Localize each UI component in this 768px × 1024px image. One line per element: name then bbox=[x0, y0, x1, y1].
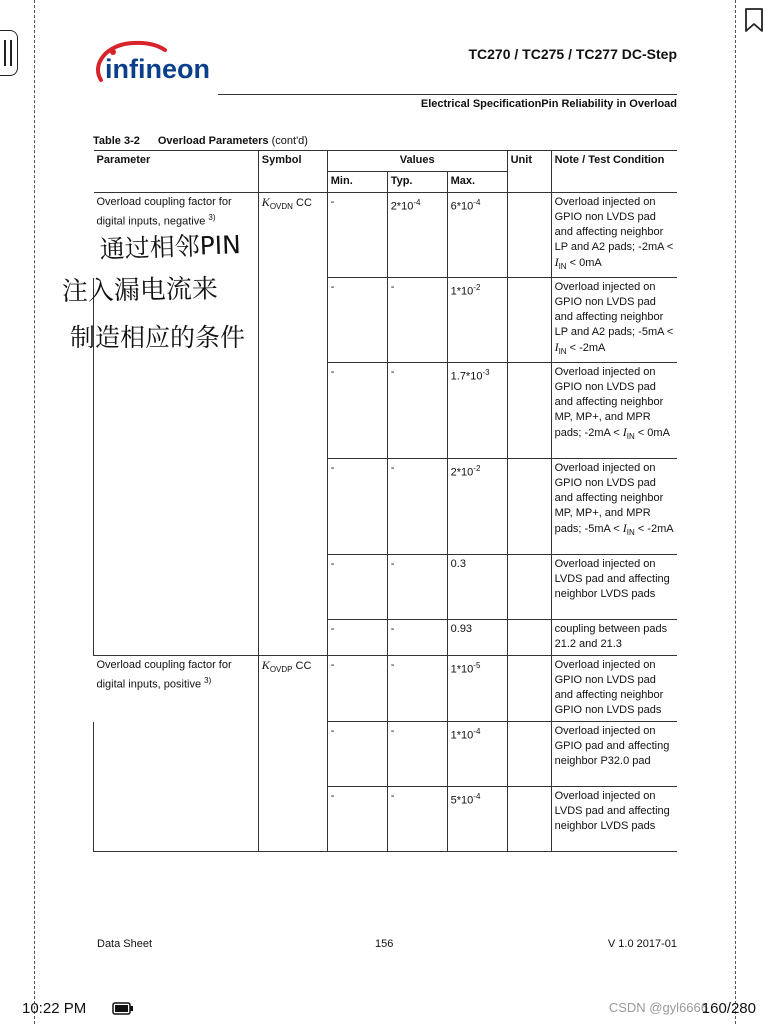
typ-cell: - bbox=[387, 722, 447, 787]
symbol-cell-continued bbox=[258, 363, 327, 459]
infineon-logo bbox=[93, 36, 223, 96]
note-cell: coupling between pads 21.2 and 21.3 bbox=[551, 620, 677, 656]
typ-cell: - bbox=[387, 620, 447, 656]
min-cell: - bbox=[327, 363, 387, 459]
col-header-max: Max. bbox=[447, 172, 507, 193]
note-cell: Overload injected on LVDS pad and affecting neighbor LVDS pads bbox=[551, 555, 677, 620]
param-text: Overload coupling factor for digital inputs, negative bbox=[96, 196, 232, 228]
table-row bbox=[94, 722, 678, 787]
symbol-cell-continued bbox=[258, 459, 327, 555]
max-cell: $1*10^{-4}$ bbox=[447, 722, 507, 787]
page-right-edge bbox=[735, 0, 736, 1024]
logo-text: infineon bbox=[105, 54, 210, 84]
symbol-cell-continued bbox=[258, 620, 327, 656]
symbol-suffix: CC bbox=[292, 197, 312, 209]
table-row bbox=[94, 787, 678, 852]
table-caption bbox=[93, 135, 308, 147]
handwriting-line-1: 通过相邻PIN bbox=[99, 230, 242, 264]
typ-cell: - bbox=[387, 363, 447, 459]
table-title-suffix: (cont'd) bbox=[271, 135, 308, 147]
unit-cell bbox=[507, 555, 551, 620]
handwriting-line-3: 制造相应的条件 bbox=[70, 323, 246, 352]
param-cell-continued bbox=[94, 459, 259, 555]
max-cell: $1.7*10^{-3}$ bbox=[447, 363, 507, 459]
unit-cell bbox=[507, 722, 551, 787]
table-row bbox=[94, 363, 678, 459]
min-cell: - bbox=[327, 193, 387, 278]
symbol-base: K bbox=[261, 658, 270, 673]
note-cell: Overload injected on LVDS pad and affecting neighbor LVDS pads bbox=[551, 787, 677, 852]
note-cell: Overload injected on GPIO pad and affecting neighbor P32.0 pad bbox=[551, 722, 677, 787]
footer-page-number: 156 bbox=[375, 938, 394, 950]
note-cell: Overload injected on GPIO non LVDS pad and affecting neighbor MP, MP+, and MPR pads; $-5mA < I_{IN} < -2mA$ bbox=[551, 459, 677, 555]
param-cell-continued bbox=[94, 620, 259, 656]
symbol-base: K bbox=[261, 195, 270, 209]
status-time: 10:22 PM bbox=[22, 1000, 87, 1017]
max-cell: $1*10^{-5}$ bbox=[447, 656, 507, 722]
note-cell: Overload injected on GPIO non LVDS pad and affecting neighbor GPIO non LVDS pads bbox=[551, 656, 677, 722]
min-cell: - bbox=[327, 459, 387, 555]
max-cell: $6*10^{-4}$ bbox=[447, 193, 507, 278]
min-cell: - bbox=[327, 555, 387, 620]
param-cell-continued bbox=[94, 787, 259, 852]
unit-cell bbox=[507, 363, 551, 459]
unit-cell bbox=[507, 620, 551, 656]
note-cell: Overload injected on GPIO non LVDS pad and affecting neighbor LP and A2 pads; $-5mA < I_{IN} < -2mA$ bbox=[551, 278, 677, 363]
document-title: TC270 / TC275 / TC277 DC-Step bbox=[468, 46, 677, 62]
max-cell: $2*10^{-2}$ bbox=[447, 459, 507, 555]
typ-cell: $2*10^{-4}$ bbox=[387, 193, 447, 278]
col-header-unit: Unit bbox=[507, 151, 551, 193]
typ-cell: - bbox=[387, 555, 447, 620]
table-header-row bbox=[94, 151, 678, 172]
symbol-cell-continued bbox=[258, 555, 327, 620]
col-header-values: Values bbox=[327, 151, 507, 172]
battery-icon bbox=[112, 1002, 134, 1015]
typ-cell: - bbox=[387, 787, 447, 852]
symbol-subscript: OVDP bbox=[269, 665, 293, 675]
max-cell: $5*10^{-4}$ bbox=[447, 787, 507, 852]
param-text: Overload coupling factor for digital inputs, positive bbox=[96, 659, 232, 692]
param-cell-continued bbox=[94, 363, 259, 459]
symbol-subscript: OVDN bbox=[269, 202, 293, 212]
col-header-parameter: Parameter bbox=[94, 151, 259, 193]
note-cell: Overload injected on GPIO non LVDS pad and affecting neighbor MP, MP+, and MPR pads; $-2mA < I_{IN} < 0mA$ bbox=[551, 363, 677, 459]
bookmark-icon[interactable] bbox=[743, 7, 765, 33]
table-row bbox=[94, 620, 678, 656]
table-title: Overload Parameters bbox=[157, 135, 269, 147]
symbol-cell-continued bbox=[258, 722, 327, 787]
header-divider bbox=[218, 94, 677, 95]
symbol-suffix: CC bbox=[292, 660, 312, 673]
max-cell: 0.93 bbox=[447, 620, 507, 656]
unit-cell bbox=[507, 459, 551, 555]
min-cell: - bbox=[327, 656, 387, 722]
table-row bbox=[94, 656, 678, 722]
param-cell-continued bbox=[94, 555, 259, 620]
page-left-edge bbox=[34, 0, 35, 1024]
footnote-ref: 3) bbox=[204, 676, 212, 686]
typ-cell: - bbox=[387, 459, 447, 555]
param-cell bbox=[94, 656, 259, 722]
unit-cell bbox=[507, 787, 551, 852]
min-cell: - bbox=[327, 278, 387, 363]
symbol-cell bbox=[258, 656, 327, 722]
handwritten-annotation bbox=[62, 228, 272, 358]
col-header-note: Note / Test Condition bbox=[551, 151, 677, 193]
table-number: Table 3-2 bbox=[93, 135, 140, 147]
footnote-ref: 3) bbox=[208, 213, 216, 222]
min-cell: - bbox=[327, 620, 387, 656]
status-page-indicator[interactable]: 160/280 bbox=[701, 1000, 756, 1017]
table-row bbox=[94, 555, 678, 620]
col-header-min: Min. bbox=[327, 172, 387, 193]
max-cell: 0.3 bbox=[447, 555, 507, 620]
note-cell: Overload injected on GPIO non LVDS pad and affecting neighbor LP and A2 pads; $-2mA < I_{IN} < 0mA$ bbox=[551, 193, 677, 278]
unit-cell bbox=[507, 656, 551, 722]
min-cell: - bbox=[327, 722, 387, 787]
col-header-symbol: Symbol bbox=[258, 151, 327, 193]
csdn-watermark: CSDN @gyl6666 bbox=[608, 1000, 708, 1015]
symbol-cell-continued bbox=[258, 787, 327, 852]
table-row bbox=[94, 459, 678, 555]
param-cell-continued bbox=[94, 722, 259, 787]
section-title: Electrical SpecificationPin Reliability in Overload bbox=[420, 98, 677, 110]
unit-cell bbox=[507, 193, 551, 278]
typ-cell: - bbox=[387, 656, 447, 722]
col-header-typ: Typ. bbox=[387, 172, 447, 193]
handwriting-line-2: 注入漏电流来 bbox=[62, 274, 219, 307]
footer-doc-type: Data Sheet bbox=[97, 938, 153, 950]
max-cell: $1*10^{-2}$ bbox=[447, 278, 507, 363]
typ-cell: - bbox=[387, 278, 447, 363]
min-cell: - bbox=[327, 787, 387, 852]
footer-version: V 1.0 2017-01 bbox=[607, 938, 677, 950]
unit-cell bbox=[507, 278, 551, 363]
menu-handle-icon[interactable] bbox=[0, 30, 18, 76]
